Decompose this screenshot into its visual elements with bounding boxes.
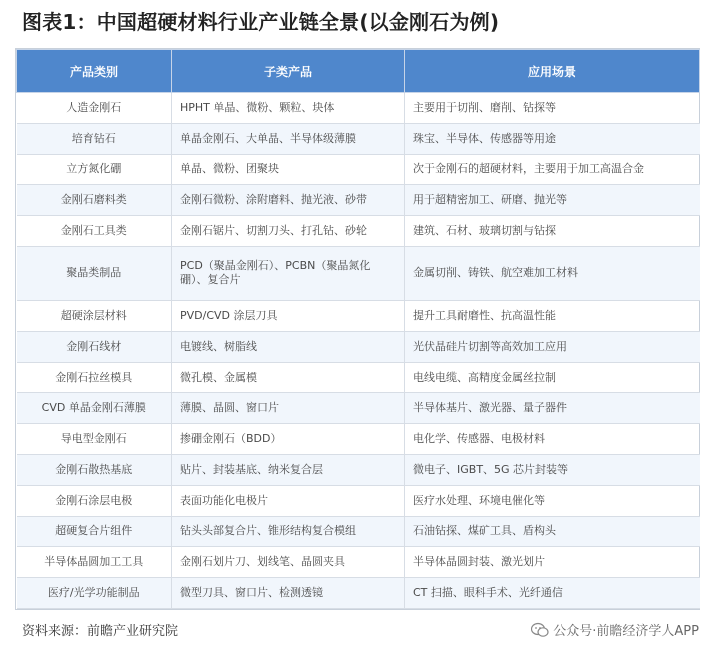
wechat-label: 公众号·前瞻经济学人APP (553, 624, 699, 639)
cell-sub-products: 薄膜、晶圆、窗口片 (172, 393, 405, 424)
industry-chain-table-container (15, 48, 700, 610)
cell-sub-products: 金刚石微粉、涂附磨料、抛光液、砂带 (172, 185, 405, 216)
cell-sub-products: 金刚石锯片、切割刀头、打孔钻、砂轮 (172, 216, 405, 247)
cell-sub-products: HPHT 单晶、微粉、颗粒、块体 (172, 93, 405, 124)
cell-sub-products: 单晶、微粉、团聚块 (172, 154, 405, 185)
cell-application-scenario: 金属切削、铸铁、航空难加工材料 (405, 246, 700, 300)
cell-sub-products: 表面功能化电极片 (172, 485, 405, 516)
wechat-watermark (531, 620, 699, 639)
cell-sub-products: PCD（聚晶金刚石）、PCBN（聚晶氮化硼）、复合片 (172, 246, 405, 300)
table-row (17, 331, 700, 362)
cell-application-scenario: 次于金刚石的超硬材料，主要用于加工高温合金 (405, 154, 700, 185)
cell-application-scenario: 光伏晶硅片切割等高效加工应用 (405, 331, 700, 362)
table-row (17, 93, 700, 124)
cell-product-category: CVD 单晶金刚石薄膜 (17, 393, 172, 424)
cell-application-scenario: 半导体基片、激光器、量子器件 (405, 393, 700, 424)
cell-application-scenario: 电化学、传感器、电极材料 (405, 424, 700, 455)
wechat-icon (531, 622, 549, 638)
table-body (17, 93, 700, 609)
cell-sub-products: 掺硼金刚石（BDD） (172, 424, 405, 455)
cell-product-category: 半导体晶圆加工工具 (17, 547, 172, 578)
cell-product-category: 金刚石线材 (17, 331, 172, 362)
cell-product-category: 超硬涂层材料 (17, 301, 172, 332)
table-header-row (17, 50, 700, 93)
cell-sub-products: 微型刀具、窗口片、检测透镜 (172, 578, 405, 609)
cell-application-scenario: 半导体晶圆封装、激光划片 (405, 547, 700, 578)
cell-application-scenario: 珠宝、半导体、传感器等用途 (405, 123, 700, 154)
cell-product-category: 金刚石涂层电极 (17, 485, 172, 516)
cell-product-category: 导电型金刚石 (17, 424, 172, 455)
cell-application-scenario: 电线电缆、高精度金属丝拉制 (405, 362, 700, 393)
cell-sub-products: PVD/CVD 涂层刀具 (172, 301, 405, 332)
cell-product-category: 金刚石拉丝模具 (17, 362, 172, 393)
cell-application-scenario: 用于超精密加工、研磨、抛光等 (405, 185, 700, 216)
table-row (17, 185, 700, 216)
cell-sub-products: 钻头头部复合片、锥形结构复合模组 (172, 516, 405, 547)
cell-product-category: 培育钻石 (17, 123, 172, 154)
table-row (17, 485, 700, 516)
cell-application-scenario: 石油钻探、煤矿工具、盾构头 (405, 516, 700, 547)
cell-sub-products: 电镀线、树脂线 (172, 331, 405, 362)
table-row (17, 424, 700, 455)
industry-chain-table (16, 49, 700, 609)
cell-application-scenario: CT 扫描、眼科手术、光纤通信 (405, 578, 700, 609)
table-row (17, 454, 700, 485)
header-application-scenarios: 应用场景 (405, 50, 700, 93)
cell-product-category: 金刚石工具类 (17, 216, 172, 247)
table-row (17, 123, 700, 154)
cell-product-category: 立方氮化硼 (17, 154, 172, 185)
cell-sub-products: 单晶金刚石、大单晶、半导体级薄膜 (172, 123, 405, 154)
cell-product-category: 人造金刚石 (17, 93, 172, 124)
cell-application-scenario: 微电子、IGBT、5G 芯片封装等 (405, 454, 700, 485)
table-row (17, 393, 700, 424)
table-row (17, 547, 700, 578)
figure-title: 图表1：中国超硬材料行业产业链全景(以金刚石为例) (22, 10, 500, 34)
cell-application-scenario: 提升工具耐磨性、抗高温性能 (405, 301, 700, 332)
cell-application-scenario: 主要用于切削、磨削、钻探等 (405, 93, 700, 124)
cell-application-scenario: 医疗水处理、环境电催化等 (405, 485, 700, 516)
header-sub-products: 子类产品 (172, 50, 405, 93)
cell-sub-products: 贴片、封装基底、纳米复合层 (172, 454, 405, 485)
cell-product-category: 医疗/光学功能制品 (17, 578, 172, 609)
source-note: 资料来源：前瞻产业研究院 (22, 624, 179, 639)
table-row (17, 362, 700, 393)
cell-product-category: 金刚石磨料类 (17, 185, 172, 216)
cell-product-category: 超硬复合片组件 (17, 516, 172, 547)
table-row (17, 578, 700, 609)
table-row (17, 246, 700, 300)
cell-application-scenario: 建筑、石材、玻璃切割与钻探 (405, 216, 700, 247)
table-row (17, 154, 700, 185)
cell-sub-products: 金刚石划片刀、划线笔、晶圆夹具 (172, 547, 405, 578)
header-product-category: 产品类别 (17, 50, 172, 93)
table-row (17, 216, 700, 247)
table-row (17, 516, 700, 547)
cell-product-category: 金刚石散热基底 (17, 454, 172, 485)
table-row (17, 301, 700, 332)
cell-sub-products: 微孔模、金属模 (172, 362, 405, 393)
cell-product-category: 聚晶类制品 (17, 246, 172, 300)
